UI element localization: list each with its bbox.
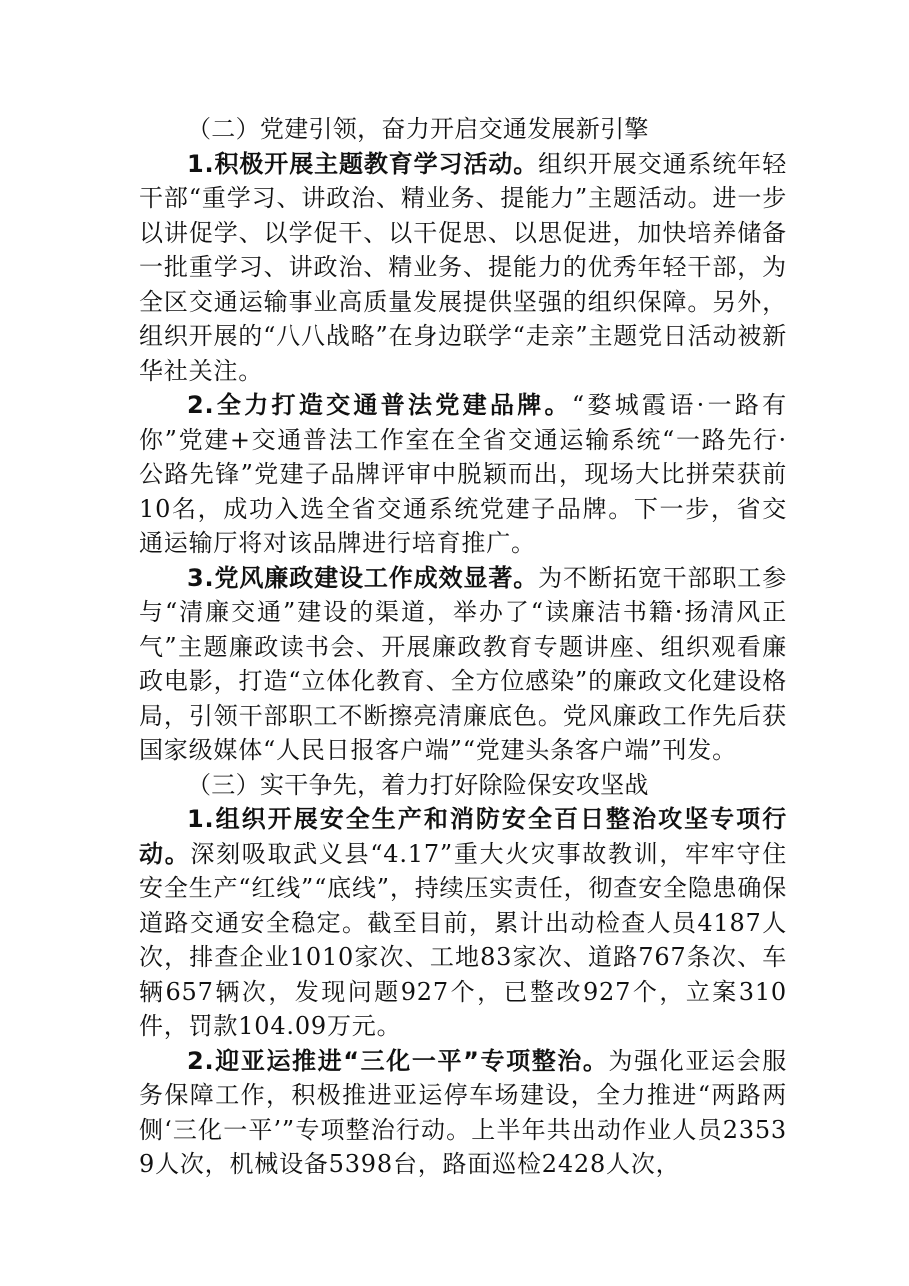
section-heading: （三）实干争先，着力打好除险保安攻坚战 (187, 770, 649, 799)
section-safety (139, 768, 787, 1182)
paragraph-body: 组织开展交通系统年轻干部“重学习、讲政治、精业务、提能力”主题活动。进一步以讲促学、以学促干、以干促思、以思促进，加快培养储备一批重学习、讲政治、精业务、提能力的优秀年轻干部，为全区交通运输事业高质量发展提供坚强的组织保障。另外，组织开展的“八八战略”在身边联学“走亲”主题党日活动被新华社关注。 (139, 149, 787, 385)
paragraph-body: 为不断拓宽干部职工参与“清廉交通”建设的渠道，举办了“读廉洁书籍·扬清风正气”主题廉政读书会、开展廉政教育专题讲座、组织观看廉政电影，打造“立体化教育、全方位感染”的廉政文化建设格局，引领干部职工不断擦亮清廉底色。党风廉政工作先后获国家级媒体“人民日报客户端”“党建头条客户端”刊发。 (139, 563, 787, 764)
paragraph-asian-games (139, 1044, 787, 1182)
paragraph-lead: 3.党风廉政建设工作成效显著。 (187, 563, 539, 592)
paragraph-lead: 2.迎亚运推进“三化一平”专项整治。 (187, 1046, 609, 1075)
section-heading: （二）党建引领，奋力开启交通发展新引擎 (187, 115, 649, 143)
section-party-building (139, 112, 787, 768)
paragraph-safety-campaign (139, 802, 787, 1044)
paragraph-body: “婺城霞语·一路有你”党建+交通普法工作室在全省交通运输系统“一路先行·公路先锋”党建子品牌评审中脱颖而出，现场大比拼荣获前10名，成功入选全省交通系统党建子品牌。下一步，省交通运输厅将对该品牌进行培育推广。 (139, 391, 787, 557)
paragraph-lead: 1.积极开展主题教育学习活动。 (187, 149, 539, 178)
paragraph-lead: 1.组织开展安全生产和消防安全百日整治攻坚专项行动。 (139, 805, 787, 868)
paragraph-body: 深刻吸取武义县“4.17”重大火灾事故教训，牢牢守住安全生产“红线”“底线”，持续压实责任，彻查安全隐患确保道路交通安全稳定。截至目前，累计出动检查人员4187人次，排查企业1010家次、工地83家次、道路767条次、车辆657辆次，发现问题927个，已整改927个，立案310件，罚款104.09万元。 (139, 839, 787, 1040)
paragraph-lead: 2.全力打造交通普法党建品牌。 (187, 391, 572, 419)
paragraph-integrity (139, 561, 787, 768)
paragraph-legal-brand (139, 388, 787, 561)
paragraph-theme-education (139, 147, 787, 389)
paragraph-body: 为强化亚运会服务保障工作，积极推进亚运停车场建设，全力推进“两路两侧‘三化一平’”专项整治行动。上半年共出动作业人员23539人次，机械设备5398台，路面巡检2428人次， (139, 1046, 787, 1178)
